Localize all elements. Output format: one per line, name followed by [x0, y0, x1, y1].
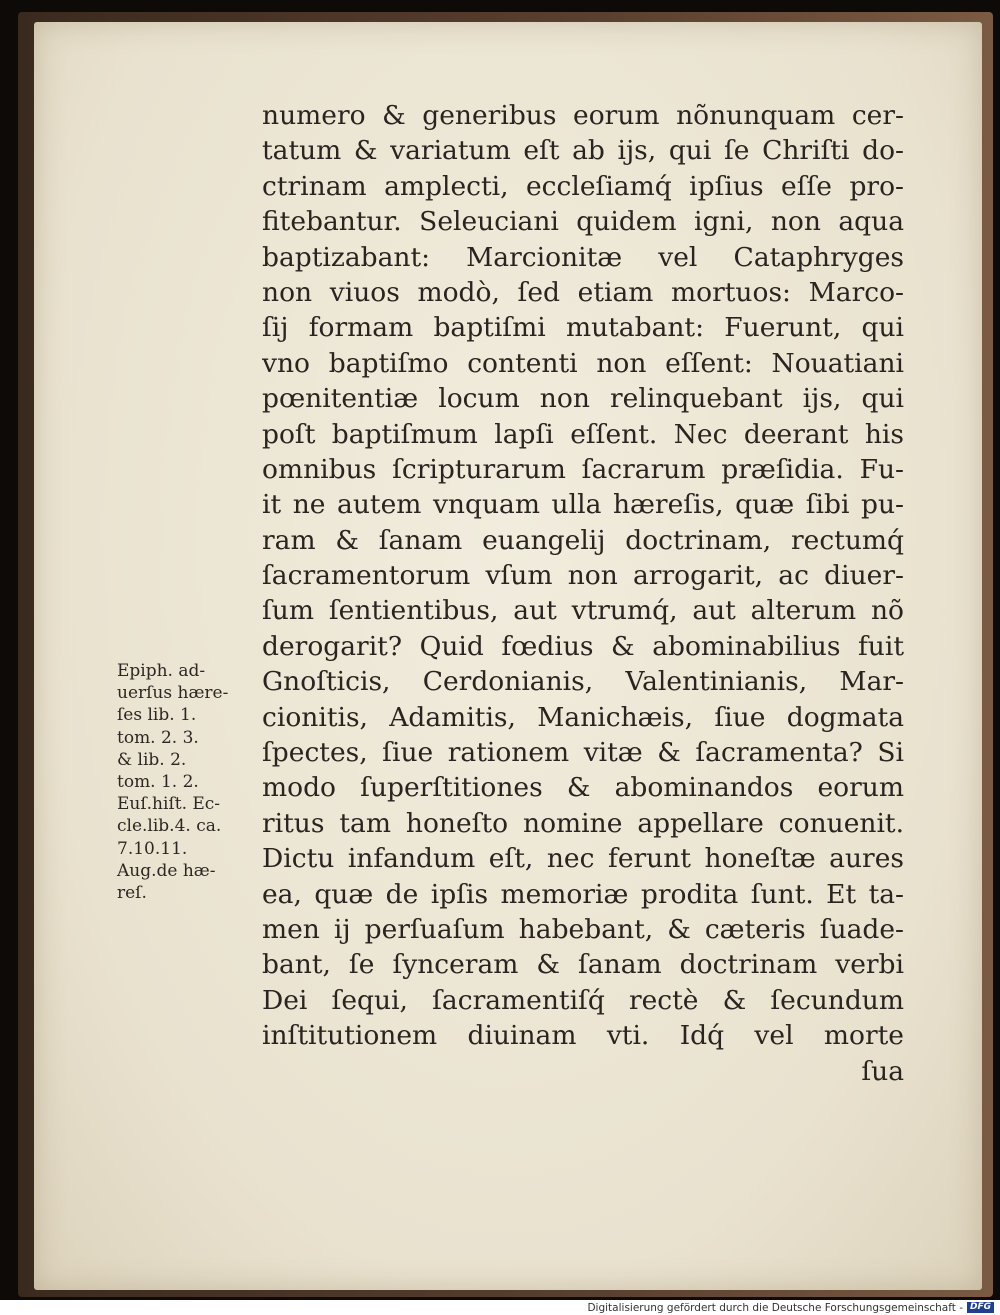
text-line: pœnitentiæ locum non relinquebant ijs, qui — [262, 383, 904, 415]
margin-note-line: Aug.de hæ- — [117, 860, 216, 881]
text-line: ritus tam honeſto nomine appellare conuenit. — [262, 807, 904, 839]
margin-note-line: uerſus hære- — [117, 683, 229, 704]
text-line: ea, quæ de ipſis memoriæ prodita ſunt. Et ta- — [262, 878, 904, 910]
margin-note-line: & lib. 2. — [117, 749, 187, 770]
text-line: ſum ſentientibus, aut vtrumq́, aut alterum nõ — [262, 595, 904, 627]
margin-note — [117, 660, 257, 904]
text-line: it ne autem vnquam ulla hæreſis, quæ ſibi pu- — [262, 489, 904, 521]
dfg-logo: DFG — [967, 1302, 994, 1313]
text-line: cionitis, Adamitis, Manichæis, ſiue dogmata — [262, 701, 904, 733]
catchword: ſua — [861, 1055, 904, 1087]
body-text — [262, 98, 904, 1089]
text-line: Dei ſequi, ſacramentiſq́ rectè & ſecundum — [262, 984, 904, 1016]
text-line: derogarit? Quid fœdius & abominabilius fuit — [262, 630, 904, 662]
margin-note-line: reſ. — [117, 883, 147, 904]
text-line: omnibus ſcripturarum ſacrarum præſidia. Fu- — [262, 453, 904, 485]
text-line: Gnoſticis, Cerdonianis, Valentinianis, Mar- — [262, 666, 904, 698]
text-line: numero & generibus eorum nõnunquam cer- — [262, 100, 904, 131]
footer-credit: Digitalisierung gefördert durch die Deutsche Forschungsgemeinschaft - — [587, 1301, 963, 1314]
margin-note-line: 7.10.11. — [117, 838, 188, 859]
text-line: Dictu infandum eſt, nec ferunt honeſtæ aures — [262, 843, 904, 875]
text-line: men ij perſuaſum habebant, & cæteris ſuade- — [262, 913, 904, 945]
text-line: vno baptiſmo contenti non eſſent: Nouatiani — [262, 347, 904, 379]
margin-note-line: tom. 2. 3. — [117, 727, 199, 748]
text-line: inſtitutionem diuinam vti. Idq́ vel morte — [262, 1020, 904, 1052]
text-line: modo ſuperſtitiones & abominandos eorum — [262, 772, 904, 804]
text-line: non viuos modò, ſed etiam mortuos: Marco- — [262, 276, 904, 308]
margin-note-line: cle.lib.4. ca. — [117, 816, 222, 837]
text-line: ſpectes, ſiue rationem vitæ & ſacramenta? Si — [262, 737, 904, 769]
margin-note-line: Epiph. ad- — [117, 661, 206, 681]
text-line: ſacramentorum vſum non arrogarit, ac diuer- — [262, 560, 904, 592]
text-line: poſt baptiſmum lapſi eſſent. Nec deerant his — [262, 418, 904, 450]
text-line: ram & ſanam euangelij doctrinam, rectumq́ — [262, 524, 904, 556]
text-line: ſij formam baptiſmi mutabant: Fuerunt, qui — [262, 312, 904, 344]
footer-bar — [0, 1300, 1000, 1315]
text-line: baptizabant: Marcionitæ vel Cataphryges — [262, 241, 904, 273]
text-line: tatum & variatum eſt ab ijs, qui ſe Chriſti do- — [262, 135, 904, 167]
text-line: fitebantur. Seleuciani quidem igni, non aqua — [262, 206, 904, 238]
text-line: bant, ſe ſynceram & ſanam doctrinam verbi — [262, 949, 904, 981]
margin-note-line: tom. 1. 2. — [117, 772, 199, 793]
text-line: ctrinam amplecti, eccleſiamq́ ipſius eſſe pro- — [262, 170, 904, 202]
margin-note-line: Euſ.hiſt. Ec- — [117, 794, 221, 815]
margin-note-line: ſes lib. 1. — [117, 705, 197, 726]
